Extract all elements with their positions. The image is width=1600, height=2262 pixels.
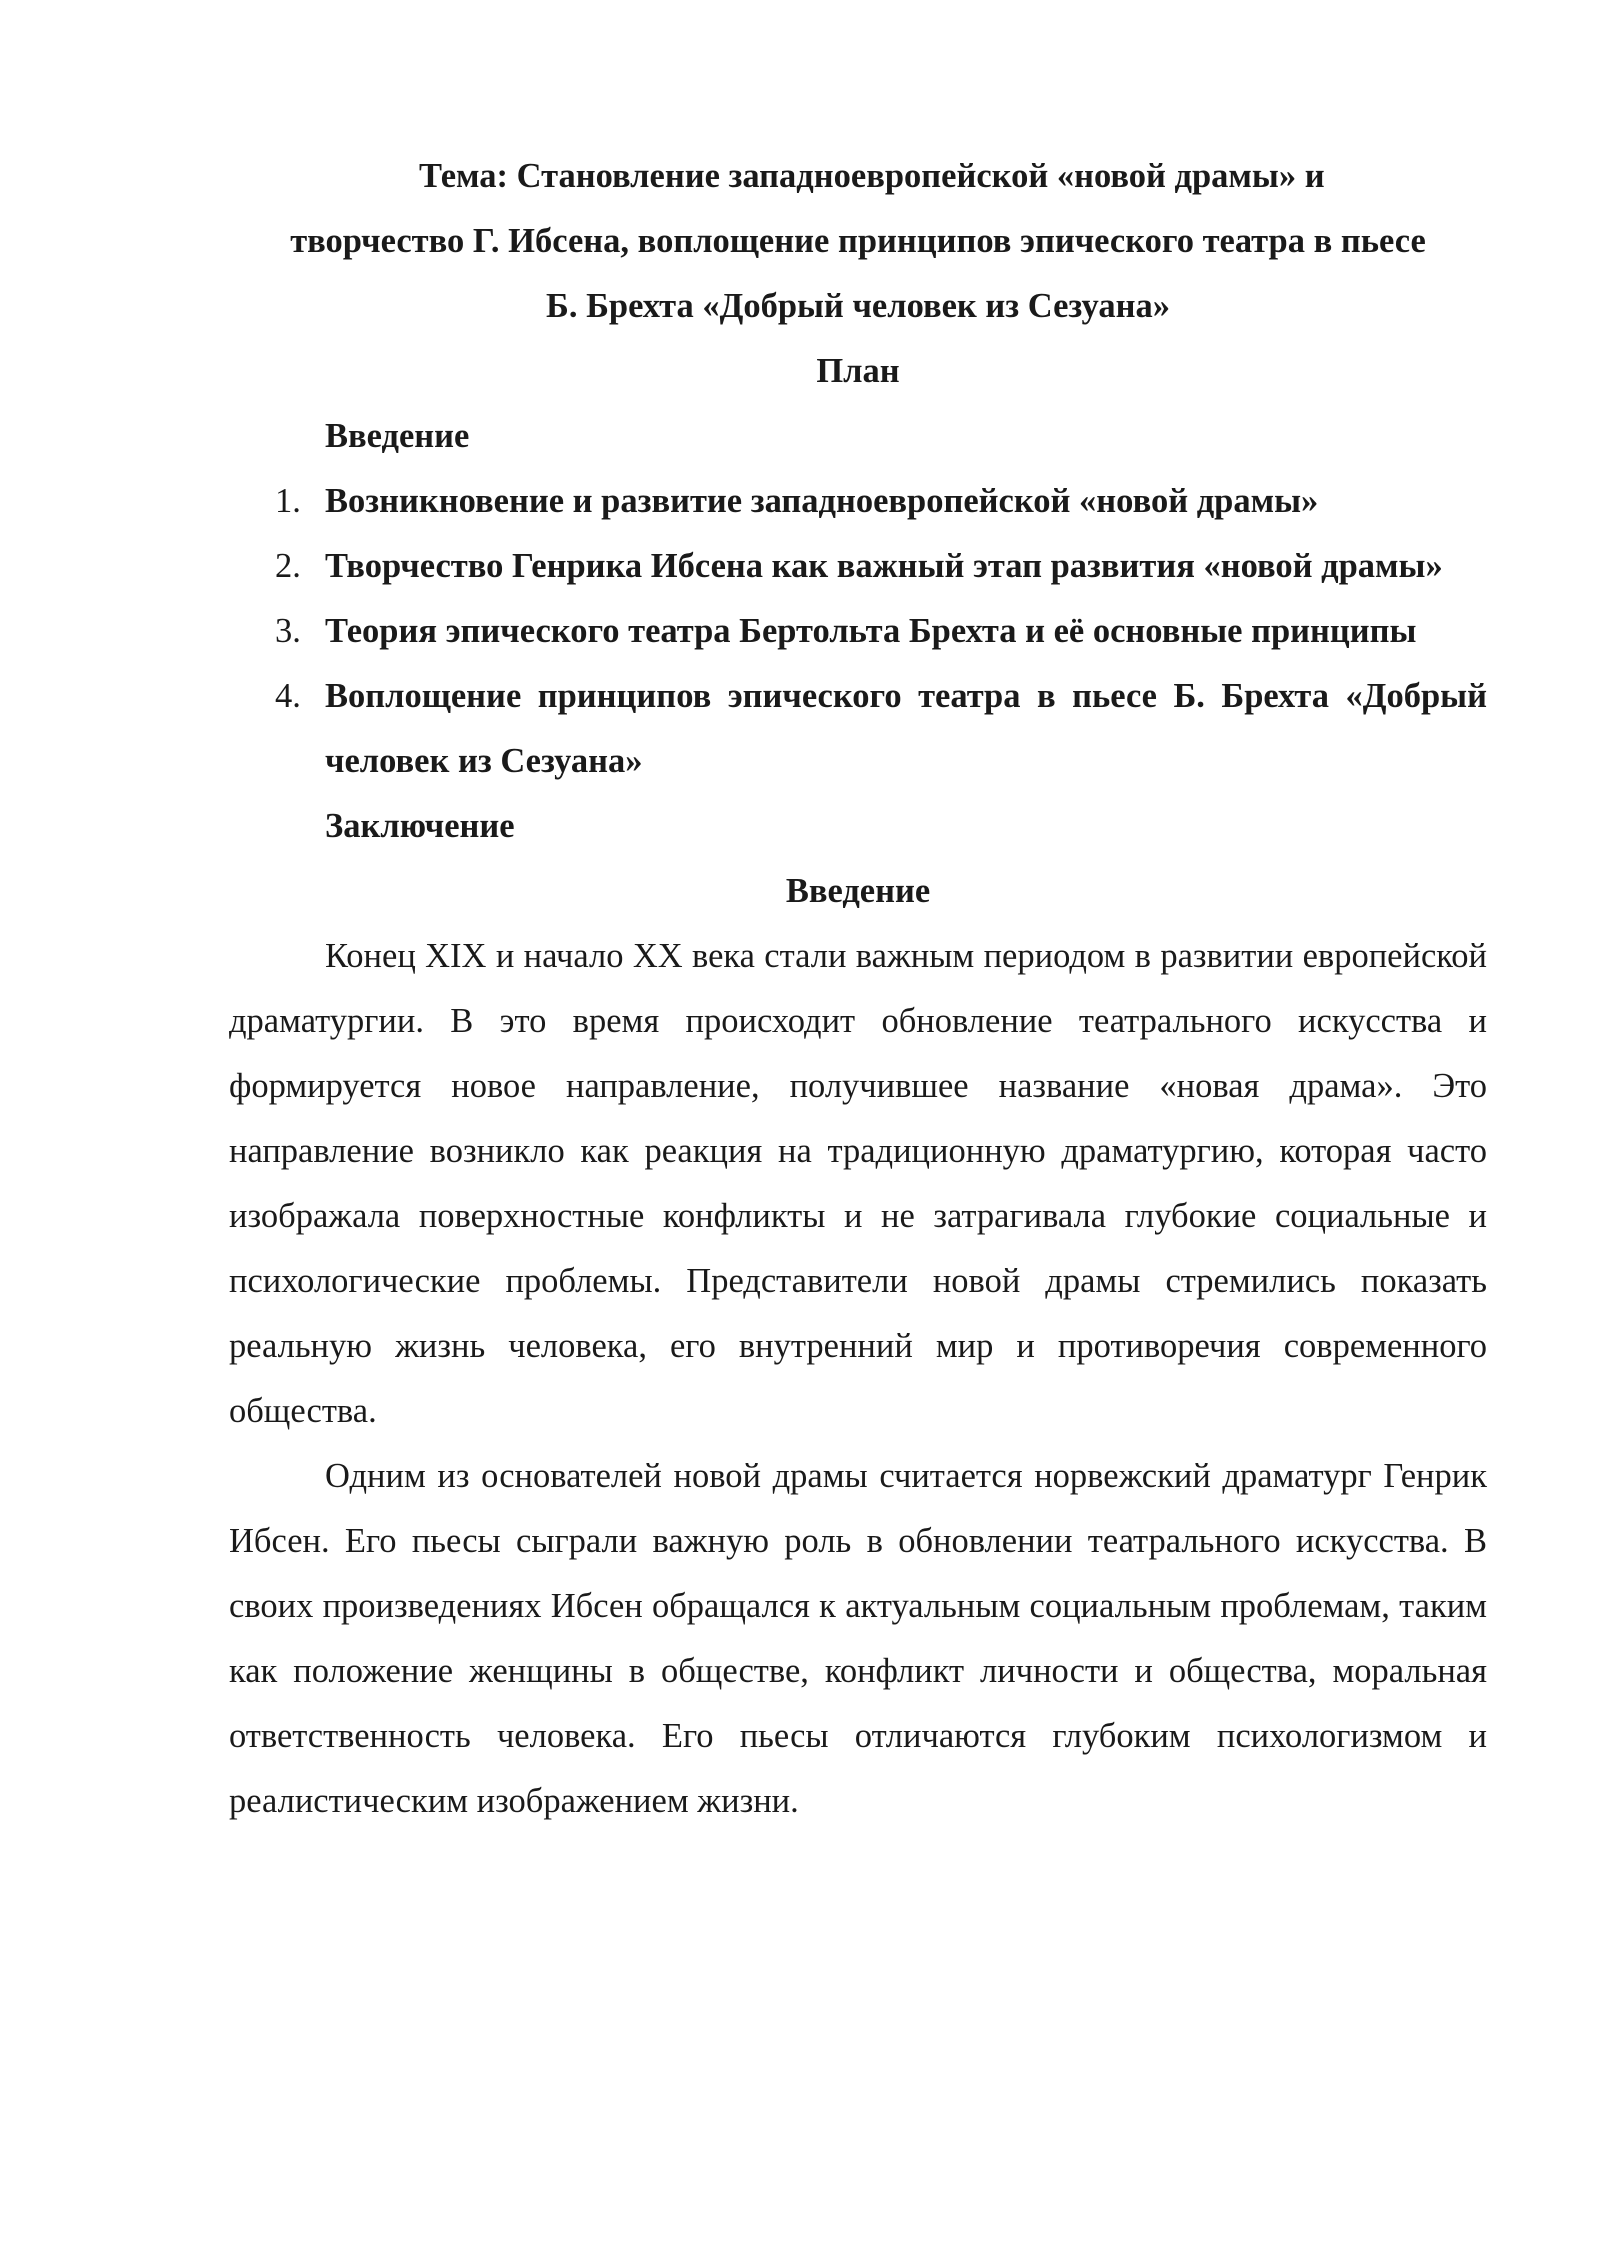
plan-intro-item: Введение bbox=[325, 417, 470, 455]
plan-list-item bbox=[229, 664, 1487, 794]
document-title bbox=[229, 144, 1487, 339]
introduction-heading: Введение bbox=[785, 872, 931, 910]
plan-item-number: 4. bbox=[275, 677, 301, 715]
plan-heading: План bbox=[816, 352, 900, 390]
plan-item-text: Теория эпического театра Бертольта Брехта и её основные принципы bbox=[325, 612, 1417, 650]
plan-list-item bbox=[229, 534, 1487, 599]
plan-list bbox=[229, 469, 1487, 794]
introduction-paragraph-2: Одним из основателей новой драмы считается норвежский драматург Генрик Ибсен. Его пьесы сыграли важную роль в обновлении театрального искусства. В своих произведениях Ибсен обращался к актуальным социальным проблемам, таким как положение женщины в обществе, конфликт личности и общества, моральная ответственность человека. Его пьесы отличаются глубоким психологизмом и реалистическим изображением жизни. bbox=[229, 1457, 1487, 1820]
plan-list-item bbox=[229, 469, 1487, 534]
title-line-1: Тема: Становление западноевропейской «новой драмы» и bbox=[419, 157, 1325, 195]
plan-item-number: 1. bbox=[275, 482, 301, 520]
plan-conclusion-item: Заключение bbox=[325, 807, 515, 845]
plan-item-text: Возникновение и развитие западноевропейской «новой драмы» bbox=[325, 482, 1319, 520]
plan-item-number: 2. bbox=[275, 547, 301, 585]
plan-item-number: 3. bbox=[275, 612, 301, 650]
title-line-3: Б. Брехта «Добрый человек из Сезуана» bbox=[546, 287, 1170, 325]
plan-item-text: Творчество Генрика Ибсена как важный этап развития «новой драмы» bbox=[325, 547, 1443, 585]
title-line-2: творчество Г. Ибсена, воплощение принципов эпического театра в пьесе bbox=[290, 222, 1426, 260]
introduction-paragraph-1: Конец XIX и начало XX века стали важным периодом в развитии европейской драматургии. В это время происходит обновление театрального искусства и формируется новое направление, получившее название «новая драма». Это направление возникло как реакция на традиционную драматургию, которая часто изображала поверхностные конфликты и не затрагивала глубокие социальные и психологические проблемы. Представители новой драмы стремились показать реальную жизнь человека, его внутренний мир и противоречия современного общества. bbox=[229, 937, 1487, 1430]
document-body bbox=[229, 144, 1487, 1834]
plan-list-item bbox=[229, 599, 1487, 664]
plan-item-text: Воплощение принципов эпического театра в пьесе Б. Брехта «Добрый человек из Сезуана» bbox=[325, 677, 1487, 780]
